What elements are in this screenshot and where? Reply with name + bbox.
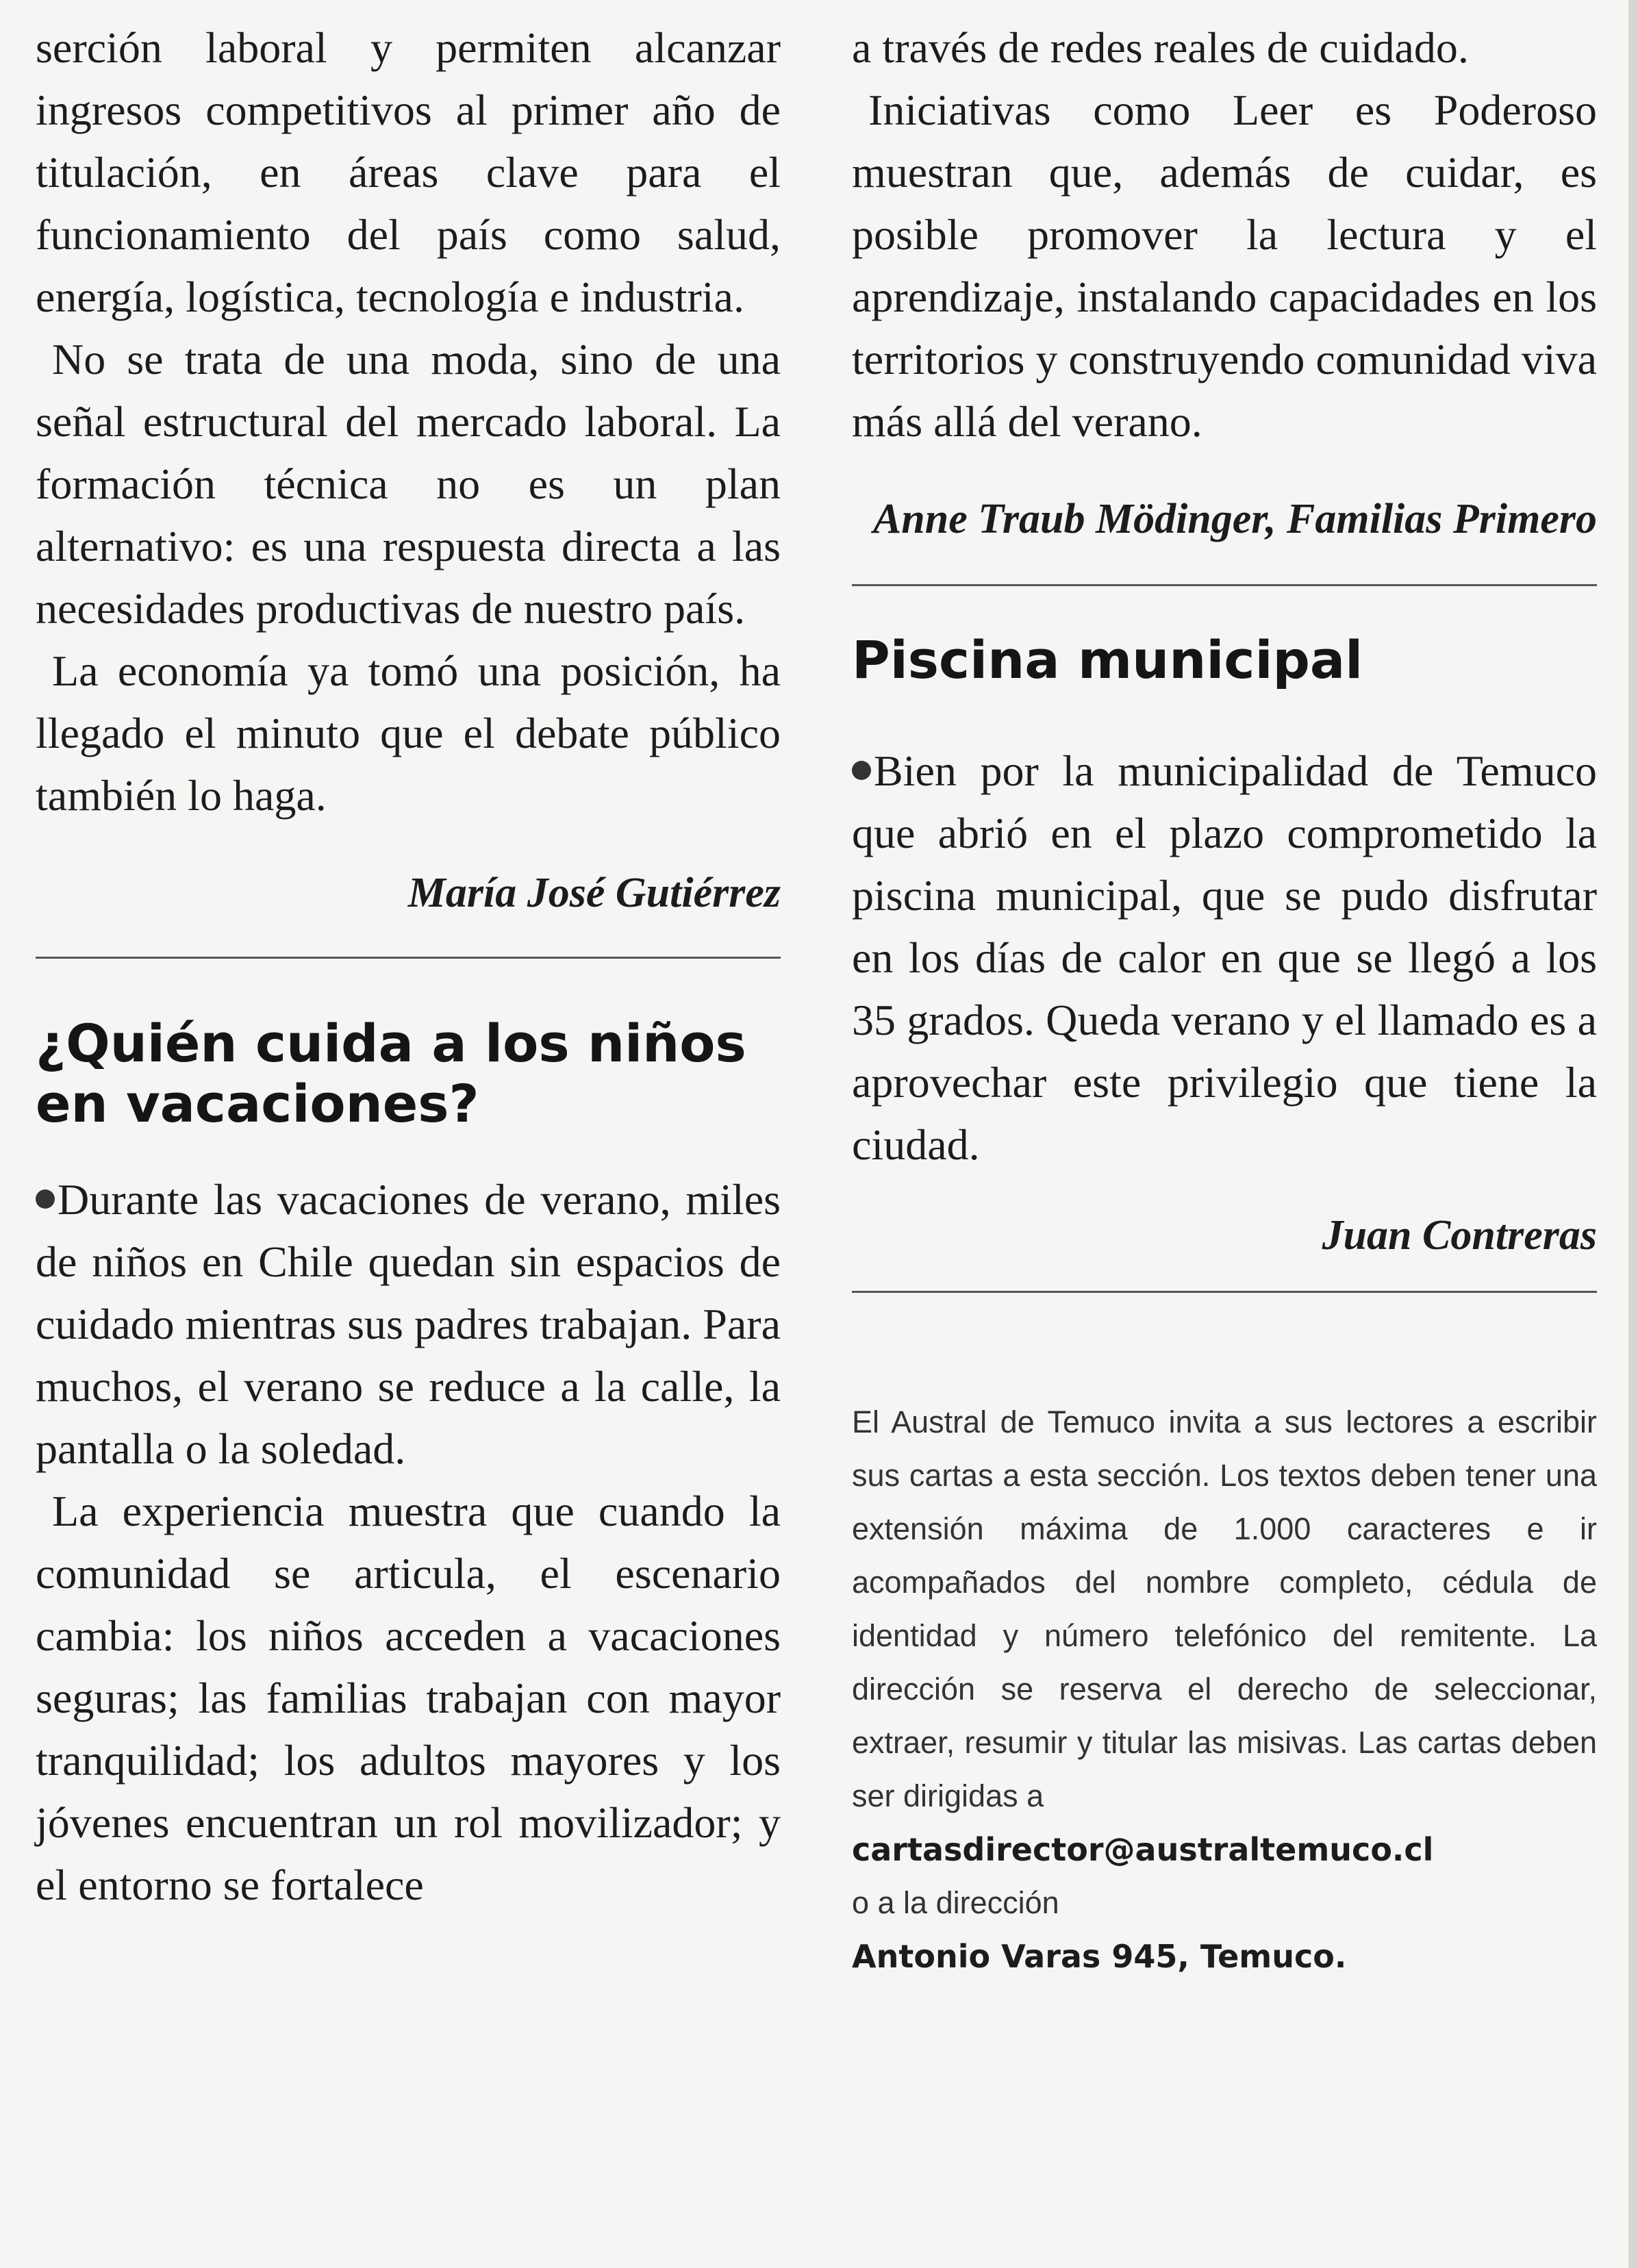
right-column <box>852 16 1597 1983</box>
info-box-or-line: o a la dirección <box>852 1885 1059 1920</box>
letter-2-continuation: a través de redes reales de cuidado. <box>852 23 1469 72</box>
page-edge <box>1628 0 1638 2268</box>
info-box-address: Antonio Varas 945, Temuco. <box>852 1938 1347 1975</box>
letter-3-signature: Juan Contreras <box>1322 1212 1597 1259</box>
letter-2-paragraph-3: Iniciativas como Leer es Poderoso muestran que, además de cuidar, es posible promover la lectura y el aprendizaje, instalando capacidades en los territorios y construyendo comunidad viva más allá del verano. <box>852 86 1597 446</box>
divider <box>852 1291 1597 1293</box>
letter-2-paragraph-2: La experiencia muestra que cuando la comunidad se articula, el escenario cambia: los niños acceden a vacaciones seguras; las familias trabajan con mayor tranquilidad; los adultos mayores y los jóvenes encuentran un rol movilizador; y el entorno se fortalece <box>36 1487 781 1909</box>
letter-2-paragraph-1 <box>36 1168 781 1480</box>
letter-1-paragraph-2: No se trata de una moda, sino de una señal estructural del mercado laboral. La formación técnica no es un plan alternativo: es una respuesta directa a las necesidades productivas de nuestro país. <box>36 335 781 633</box>
letter-3-paragraph-text: Bien por la municipalidad de Temuco que abrió en el plazo comprometido la piscina municipal, que se pudo disfrutar en los días de calor en que se llegó a los 35 grados. Queda verano y el llamado es a aprovechar este privilegio que tiene la ciudad. <box>852 746 1597 1169</box>
bullet-icon <box>36 1189 55 1209</box>
left-column <box>36 16 781 1916</box>
divider <box>36 957 781 959</box>
bullet-icon <box>852 761 871 780</box>
letter-3-paragraph <box>852 740 1597 1176</box>
info-box-text: El Austral de Temuco invita a sus lectores a escribir sus cartas a esta sección. Los textos deben tener una extensión máxima de 1.000 caracteres e ir acompañados del nombre completo, cédula de identidad y número telefónico del remitente. La dirección se reserva el derecho de seleccionar, extraer, resumir y titular las misivas. Las cartas deben ser dirigidas a <box>852 1404 1597 1813</box>
info-box <box>852 1396 1597 1983</box>
letter-1-paragraph-3: La economía ya tomó una posición, ha llegado el minuto que el debate público también lo haga. <box>36 646 781 820</box>
letter-2-paragraph-1-text: Durante las vacaciones de verano, miles de niños en Chile quedan sin espacios de cuidado mientras sus padres trabajan. Para muchos, el verano se reduce a la calle, la pantalla o la soledad. <box>36 1175 781 1473</box>
letter-1-signature: María José Gutiérrez <box>407 870 781 916</box>
info-box-email[interactable]: cartasdirector@australtemuco.cl <box>852 1831 1434 1868</box>
letter-1-intro-paragraph: serción laboral y permiten alcanzar ingresos competitivos al primer año de titulación, en áreas clave para el funcionamiento del país como salud, energía, logística, tecnología e industria. <box>36 23 781 321</box>
letter-2-signature: Anne Traub Mödinger, Familias Primero <box>872 496 1597 542</box>
letter-3-title: Piscina municipal <box>852 629 1363 690</box>
divider <box>852 584 1597 586</box>
letter-2-title: ¿Quién cuida a los niños en vacaciones? <box>36 1013 746 1134</box>
